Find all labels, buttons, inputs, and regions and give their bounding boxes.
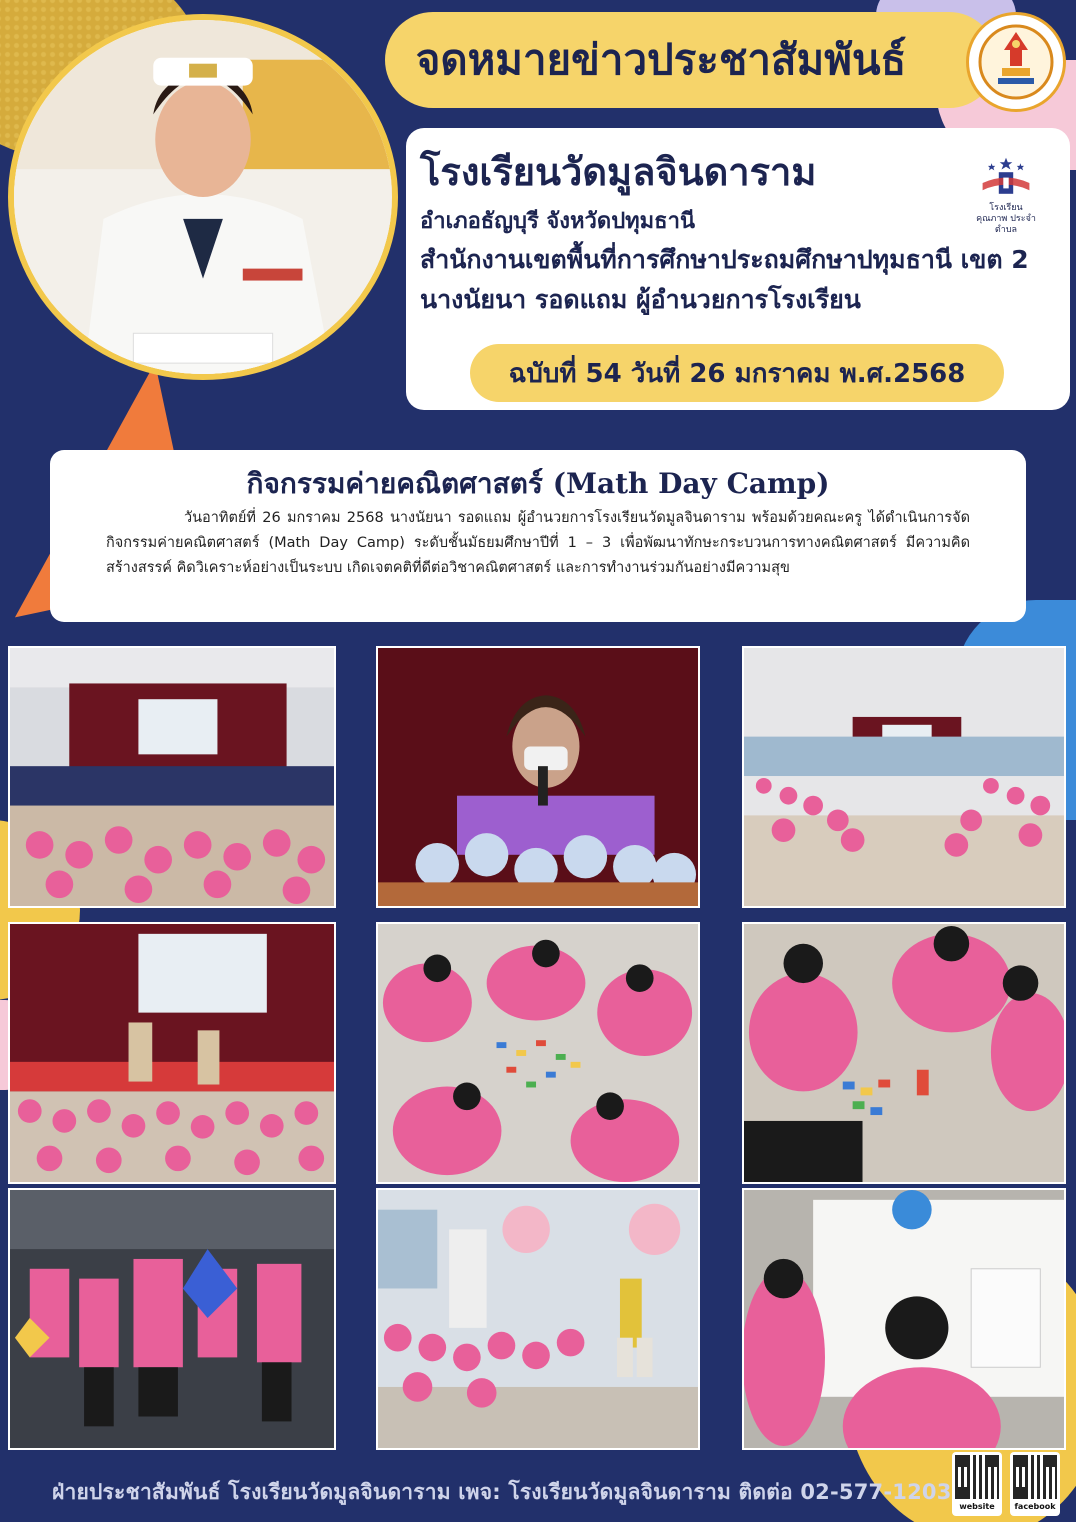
music-activity-image xyxy=(378,1190,698,1448)
photo-hall-stage-students xyxy=(8,646,336,908)
speaker-podium-image xyxy=(378,648,698,906)
activity-card xyxy=(50,450,1026,622)
activity-title: กิจกรรมค่ายคณิตศาสตร์ (Math Day Camp) xyxy=(246,467,830,500)
issue-number-date: ฉบับที่ 54 วันที่ 26 มกราคม พ.ศ.2568 xyxy=(470,344,1004,402)
kites-image xyxy=(10,1190,334,1448)
photo-hall-wide-students xyxy=(742,646,1066,908)
quality-school-icon xyxy=(976,156,1036,201)
hall-stage-image xyxy=(10,648,334,906)
hall-wide-image xyxy=(744,648,1064,906)
photo-student-whiteboard xyxy=(742,1188,1066,1450)
qr-code-icon xyxy=(1013,1455,1057,1499)
photo-students-kites xyxy=(8,1188,336,1450)
photo-students-building-blocks xyxy=(376,922,700,1184)
website-qr-code[interactable] xyxy=(952,1452,1002,1516)
quality-logo-caption: โรงเรียนคุณภาพ ประจำตำบล xyxy=(976,203,1036,235)
school-area-office: สำนักงานเขตพื้นที่การศึกษาประถมศึกษาปทุมธานี เขต 2 xyxy=(420,245,1029,274)
whiteboard-image xyxy=(744,1190,1064,1448)
school-director: นางนัยนา รอดแถม ผู้อำนวยการโรงเรียน xyxy=(420,285,861,314)
director-portrait xyxy=(8,14,398,380)
qr-facebook-label: facebook xyxy=(1014,1502,1056,1511)
director-photo-image xyxy=(14,19,392,375)
qr-code-icon xyxy=(955,1455,999,1499)
building-blocks-image xyxy=(378,924,698,1182)
school-info-card xyxy=(406,128,1070,410)
quality-school-logo xyxy=(974,156,1038,236)
counting-blocks-image xyxy=(744,924,1064,1182)
school-seal-logo xyxy=(966,12,1066,112)
photo-speaker-at-podium xyxy=(376,646,700,908)
school-name: โรงเรียนวัดมูลจินดาราม xyxy=(420,150,817,194)
newsletter-title: จดหมายข่าวประชาสัมพันธ์ xyxy=(385,12,997,108)
seal-emblem-icon xyxy=(976,22,1056,102)
school-district: อำเภอธัญบุรี จังหวัดปทุมธานี xyxy=(420,209,695,234)
photo-stage-presenters xyxy=(8,922,336,1184)
activity-description: วันอาทิตย์ที่ 26 มกราคม 2568 นางนัยนา รอดแถม ผู้อำนวยการโรงเรียนวัดมูลจินดาราม พร้อมด้วยคณะครู ได้ดำเนินการจัดกิจกรรมค่ายคณิตศาสตร์ (Math Day Camp) ระดับชั้นมัธยมศึกษาปีที่ 1 – 3 เพื่อพัฒนาทักษะกระบวนการทางคณิตศาสตร์ มีความคิดสร้างสรรค์ คิดวิเคราะห์อย่างเป็นระบบ เกิดเจตคติที่ดีต่อวิชาคณิตศาสตร์ และการทำงานร่วมกันอย่างมีความสุข xyxy=(106,510,970,576)
facebook-qr-code[interactable] xyxy=(1010,1452,1060,1516)
photo-students-music-activity xyxy=(376,1188,700,1450)
stage-presenters-image xyxy=(10,924,334,1182)
footer-contact: ฝ่ายประชาสัมพันธ์ โรงเรียนวัดมูลจินดาราม เพจ: โรงเรียนวัดมูลจินดาราม ติดต่อ 02-577-1203 xyxy=(52,1480,952,1504)
qr-website-label: website xyxy=(959,1502,995,1511)
photo-students-counting-blocks xyxy=(742,922,1066,1184)
